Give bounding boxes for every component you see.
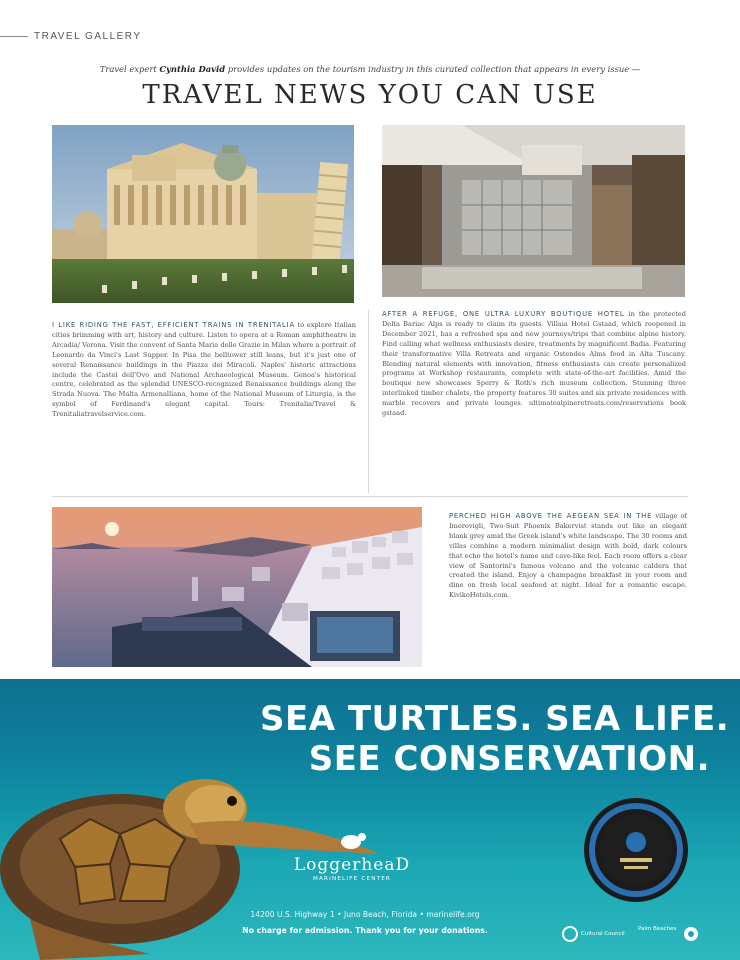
page-headline: TRAVEL NEWS YOU CAN USE — [142, 80, 598, 110]
photo-alpine-hotel-interior — [382, 125, 685, 297]
section-label-text: TRAVEL GALLERY — [34, 31, 142, 42]
partner-cultural-council: Cultural Council — [562, 926, 625, 942]
advertisement-loggerhead[interactable] — [0, 679, 740, 960]
ad-headline: SEA TURTLES. SEA LIFE. SEE CONSERVATION. — [260, 699, 730, 779]
article-body: village of Imerovigli, Two-Suit Phoenix Bakervist stands out like an elegant blank grey amid the Greek island's white landscape. The 30 rooms and villas combine a modern minimalist design with bold, dark colours that echo the hotel's name and cave-like feel. Each room offers a clear view of Santorini's famous volcano and the volcanic caldera that created the island. Enjoy a champagne breakfast in your room and dine on fresh local seafood at night. Ideal for a romantic escape. KivikoHotels.com. — [449, 512, 687, 600]
row-divider — [52, 496, 688, 497]
partner-seal-icon — [683, 926, 699, 944]
article-trenitalia — [52, 321, 356, 481]
intro-line: Travel expert Cynthia David provides updates on the tourism industry in this curated collection that appears in every issue — — [99, 64, 641, 74]
award-badge-icon — [582, 796, 690, 904]
cultural-council-icon — [562, 926, 578, 942]
ad-address: 14200 U.S. Highway 1 • Juno Beach, Florida • marinelife.org — [250, 910, 480, 919]
section-label — [0, 31, 142, 42]
photo-pisa-cathedral — [52, 125, 354, 303]
author-name: Cynthia David — [159, 64, 226, 74]
photo-santorini-sunset — [52, 507, 422, 667]
article-lead: I LIKE RIDING THE FAST, EFFICIENT TRAINS IN TRENITALIA — [52, 321, 295, 329]
article-lead: PERCHED HIGH ABOVE THE AEGEAN SEA IN THE — [449, 512, 653, 520]
article-body: to explore Italian cities brimming with art, history and culture. Listen to opera at a Roman amphitheatre in Arcadia/ Verona. Visit the convent of Santa Maria delle Grazie in Milan where a portrait of Leonardo da Vinci's Last Supper. In Pisa the belltower still leans, but it's just one of several Renaissance buildings in the Piazza dei Miracoli. Naples' historic attractions include the Castel dell'Ovo and National Archaeological Museum. Genoa's historical centre, celebrated as the splendid UNESCO-recognized Renaissance buildings along the Strada Nuova. The Malta Armenalliana, home of the National Museum of Liturgia, is the symbol of Ferdinand's elegant capital. Tours: Trenitalia/Travel & Trenitaliatravelservice.com. — [52, 321, 356, 419]
article-santorini-hotel — [449, 512, 687, 672]
loggerhead-logo: LoggerheaD MARINELIFE CENTER — [282, 829, 422, 882]
article-lead: AFTER A REFUGE, ONE ULTRA LUXURY BOUTIQUE HOTEL — [382, 310, 625, 318]
ad-note: No charge for admission. Thank you for your donations. — [242, 926, 488, 935]
turtle-logo-icon — [337, 829, 367, 851]
article-gstaad-hotel — [382, 310, 686, 485]
partner-palm-beaches: Palm Beaches — [638, 926, 677, 932]
section-label-rule — [0, 36, 28, 37]
column-divider — [368, 310, 369, 493]
article-body: in the protected Delta Bariac Alps is ready to claim its guests. Villaia Hotel Gstaad, which reopened in December 2021, has a refreshed spa and new journeys/trips that combine alpine history. Find calling what wellness enthusiasts desire, treatments by magnificent Badia. Featuring their transformative Villa Retreats and organic Ostendes Alms food in Alta Tuscany. Blending natural elements with innovation, fitness enthusiasts can create personalized programs at Workshop restaurants, complete with state-of-the-art facilities. Amid the boutique new showcases Sperry & Roth's rich museum collection. Stunning three interlinked timber chalets, the property features 30 suites and six private residences with marble recovers and private lounges. ultimatealpineretreats.com/reservations book gstaad. — [382, 310, 686, 418]
